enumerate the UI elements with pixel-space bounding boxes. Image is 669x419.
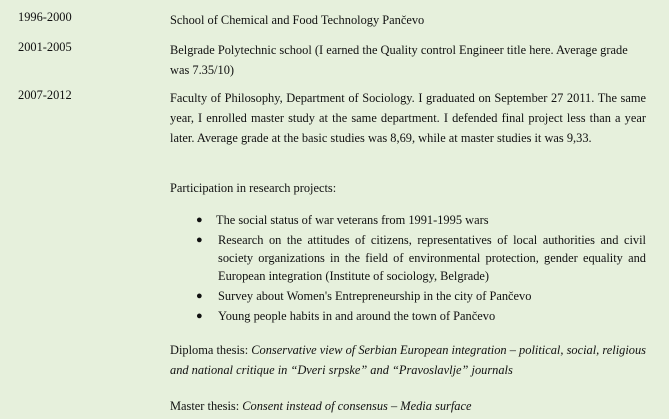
bullet-icon: ● (196, 214, 203, 226)
bullet-icon: ● (196, 290, 203, 302)
master-thesis (170, 396, 646, 416)
diploma-thesis (170, 340, 646, 380)
bullet-icon: ● (196, 234, 203, 246)
project-text: Research on the attitudes of citizens, representatives of local authorities and civil society organizations in the field of environmental protection, gender equality and European integration (Institute of sociology, Belgrade) (218, 233, 646, 283)
project-text: Survey about Women's Entrepreneurship in the city of Pančevo (218, 289, 532, 303)
bullet-icon: ● (196, 310, 203, 322)
project-text: The social status of war veterans from 1991-1995 wars (216, 213, 489, 227)
project-text: Young people habits in and around the town of Pančevo (218, 309, 496, 323)
education-description: Belgrade Polytechnic school (I earned the Quality control Engineer title here. Average grade was 7.35/10) (170, 43, 628, 77)
diploma-thesis-title: Conservative view of Serbian European integration – political, social, religious and national critique in “Dveri srpske” and “Pravoslavlje” journals (170, 343, 646, 377)
education-years: 2001-2005 (18, 40, 72, 54)
research-project-list (170, 211, 646, 327)
education-years: 1996-2000 (18, 10, 72, 24)
diploma-thesis-label: Diploma thesis: (170, 343, 252, 357)
list-item (170, 287, 646, 305)
master-thesis-title: Consent instead of consensus – Media surface (242, 399, 472, 413)
master-thesis-label: Master thesis: (170, 399, 243, 413)
research-heading: Participation in research projects: (170, 181, 337, 195)
education-description: School of Chemical and Food Technology Pančevo (170, 13, 425, 27)
list-item (170, 211, 646, 229)
list-item (170, 307, 646, 325)
list-item (170, 231, 646, 285)
education-description: Faculty of Philosophy, Department of Sociology. I graduated on September 27 2011. The same year, I enrolled master study at the same department. I defended final project less than a year later. Average grade at the basic studies was 8,69, while at master studies it was 9,33. (170, 91, 646, 145)
education-years: 2007-2012 (18, 88, 72, 102)
